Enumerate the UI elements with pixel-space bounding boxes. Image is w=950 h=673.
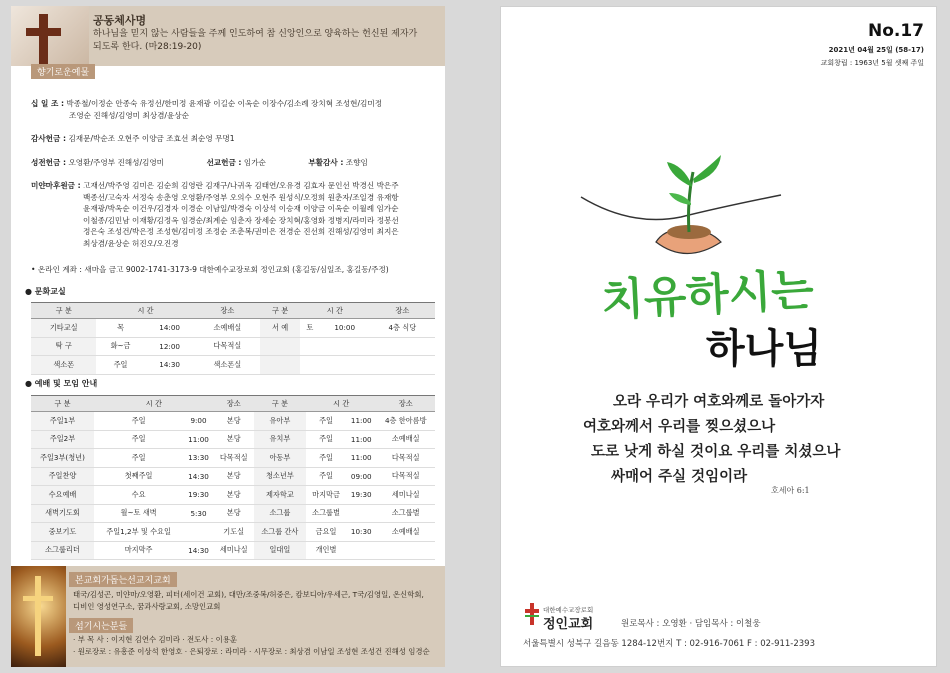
- table-cell: 첫째주일: [94, 467, 183, 486]
- table-cell: 개인별: [306, 541, 346, 560]
- table-cell: 14:30: [183, 541, 213, 560]
- pastors-info: 원로목사 : 오영환 · 담임목사 : 이철웅: [621, 619, 761, 629]
- table-cell: 수요예배: [31, 486, 94, 505]
- table-cell: 주일찬양: [31, 467, 94, 486]
- issue-date: 2021년 04월 25일 (58-17): [828, 46, 924, 54]
- column-header: 구 분: [254, 396, 306, 412]
- table-cell: 토: [300, 319, 320, 338]
- table-cell: 기도실: [214, 523, 254, 542]
- table-cell: 제자학교: [254, 486, 306, 505]
- table-cell: 주일: [306, 412, 346, 431]
- culture-heading: ● 문화교실: [25, 287, 66, 296]
- table-row: [31, 412, 435, 431]
- table-cell: 청소년부: [254, 467, 306, 486]
- table-cell: 중보기도: [31, 523, 94, 542]
- table-cell: 다목적실: [214, 449, 254, 468]
- table-cell: 주일: [306, 449, 346, 468]
- table-cell: [300, 337, 320, 356]
- table-cell: 본당: [214, 430, 254, 449]
- table-cell: 소그룹리더: [31, 541, 94, 560]
- table-cell: 다목적실: [376, 467, 435, 486]
- church-address: 서울특별시 성북구 길음동 1284-12번지 T : 02-916-7061 F : 02-911-2393: [523, 639, 815, 649]
- banner-text: 하나님을 믿지 않는 사람들을 주께 인도하여 참 신앙인으로 양육하는 헌신된 제자가 되도록 한다. (마28:19-20): [93, 29, 418, 52]
- table-cell: 14:00: [145, 319, 195, 338]
- offering-row: 감사헌금 : 김재문/박순조 오현주 이양금 조효선 최순영 무명1: [31, 134, 235, 143]
- offering-row: 백종선/고숙자 서정숙 송춘영 오영환/주영부 오의수 오현주 원성식/오정희 원춘자/조일경 유재항: [83, 192, 399, 202]
- verse-line: 여호와께서 우리를 찢으셨으나: [583, 418, 776, 435]
- table-cell: 새벽기도회: [31, 504, 94, 523]
- founding-date: 교회창립 : 1963년 5월 셋째 주일: [820, 59, 924, 67]
- table-cell: 다목적실: [195, 337, 260, 356]
- table-cell: [370, 337, 435, 356]
- table-cell: 본당: [214, 486, 254, 505]
- column-header: 장소: [195, 303, 260, 319]
- table-cell: 소예배실: [376, 430, 435, 449]
- worship-heading: ● 예배 및 모임 안내: [25, 379, 98, 388]
- cross-photo: [11, 6, 89, 66]
- table-cell: 세미나실: [214, 541, 254, 560]
- offering-row: 조영순 진해성/김영미 최상겸/윤상순: [69, 110, 189, 120]
- table-cell: 소예배실: [376, 523, 435, 542]
- table-cell: [260, 337, 300, 356]
- offering-row: 정은숙 조성건/박은정 조성현/김미정 조정순 조춘복/권미은 전경순 진선희 진해성/김영미 최지은: [83, 227, 399, 236]
- table-cell: 4층 식당: [370, 319, 435, 338]
- column-header: 구 분: [31, 303, 96, 319]
- table-cell: 14:30: [145, 356, 195, 375]
- table-cell: 10:00: [320, 319, 370, 338]
- column-header: 장소: [376, 396, 435, 412]
- table-cell: 주일1부: [31, 412, 94, 431]
- table-cell: 본당: [214, 504, 254, 523]
- table-cell: 11:00: [346, 449, 376, 468]
- table-row: [31, 449, 435, 468]
- staff-heading: 섬기시는분들: [69, 618, 133, 633]
- offering-section-tag: 향기로운예물: [31, 64, 95, 79]
- table-cell: [183, 523, 213, 542]
- column-header: 구 분: [31, 396, 94, 412]
- table-cell: 색소폰실: [195, 356, 260, 375]
- table-cell: [320, 337, 370, 356]
- offering-list: [31, 98, 435, 249]
- table-cell: [300, 356, 320, 375]
- table-header-row: [31, 303, 435, 319]
- table-cell: 소그룹: [254, 504, 306, 523]
- verse-line: 싸매어 주실 것임이라: [611, 468, 748, 485]
- online-account: • 온라인 계좌 : 새마을 금고 9002-1741-3173-9 대한예수교장로회 정인교회 (홍길동/심일조, 홍길동/주정): [31, 265, 389, 274]
- table-cell: 화~금: [96, 337, 144, 356]
- column-header: 시 간: [96, 303, 194, 319]
- table-cell: [260, 356, 300, 375]
- church-cross-logo: [525, 603, 539, 625]
- table-cell: 목: [96, 319, 144, 338]
- table-cell: 5:30: [183, 504, 213, 523]
- table-cell: 소그룹별: [306, 504, 346, 523]
- mission-banner: [11, 6, 445, 78]
- column-header: 시 간: [94, 396, 214, 412]
- table-row: [31, 356, 435, 375]
- column-header: 시 간: [306, 396, 376, 412]
- table-cell: 12:00: [145, 337, 195, 356]
- table-cell: 수요: [94, 486, 183, 505]
- offering-row: 이철종/김민남 이재황/김정옥 임경순/최계순 임춘자 장세순 장치혁/홍영화 정병지/라미라 정봉선: [83, 215, 399, 225]
- table-cell: 다목적실: [376, 449, 435, 468]
- table-cell: 주일3부(청년): [31, 449, 94, 468]
- offering-row: 성전헌금 : 오영환/주영부 진해성/김영미 선교헌금 : 임가순 부활감사 : 조향임: [31, 157, 368, 167]
- mission-support-banner: [11, 566, 445, 667]
- table-cell: 색소폰: [31, 356, 96, 375]
- offering-row: 윤재광/박옥순 이건우/김경자 이경순 이남일/박경숙 이상석 이승재 이양금 이옥순 이월례 임가순: [83, 204, 399, 213]
- table-row: [31, 319, 435, 338]
- banner-title: 공동체사명: [93, 14, 147, 27]
- cross-light-photo: [11, 566, 66, 667]
- table-cell: 본당: [214, 467, 254, 486]
- table-cell: [346, 541, 376, 560]
- church-name: 정인교회: [543, 617, 594, 632]
- table-row: [31, 337, 435, 356]
- table-cell: [320, 356, 370, 375]
- table-cell: 본당: [214, 412, 254, 431]
- column-header: 장소: [214, 396, 254, 412]
- bulletin-back-page: [11, 6, 445, 667]
- table-row: [31, 430, 435, 449]
- table-cell: [346, 504, 376, 523]
- table-cell: 주일: [96, 356, 144, 375]
- denomination: 대한예수교장로회: [543, 606, 594, 614]
- table-cell: 09:00: [346, 467, 376, 486]
- issue-number: No.17: [867, 21, 924, 41]
- verse-line: 오라 우리가 여호와께로 돌아가자: [613, 393, 825, 410]
- table-cell: 소그룹 간사: [254, 523, 306, 542]
- table-cell: 14:30: [183, 467, 213, 486]
- mission-line: 태국/김성곤, 미얀마/오영환, 피터(세이건 교회), 대만/조중복/허중은, 캄보디아/우세근, T국/김영일, 온신학회,: [73, 590, 424, 599]
- table-cell: 기타교실: [31, 319, 96, 338]
- column-header: 구 분: [260, 303, 300, 319]
- table-cell: 마지막주: [94, 541, 183, 560]
- calligraphy-title-line1: 치유하시는: [600, 264, 815, 327]
- table-cell: 유아부: [254, 412, 306, 431]
- table-row: [31, 541, 435, 560]
- table-row: [31, 504, 435, 523]
- table-row: [31, 486, 435, 505]
- sprout-hands-illustration: [571, 147, 801, 267]
- offering-row: 미얀마후원금 : 고재선/박주영 김미은 김순희 김영란 김재구/나귀옥 김태연/오유경 김효자 문인선 박경신 박은주: [31, 181, 399, 190]
- table-cell: 주일: [94, 412, 183, 431]
- table-cell: 11:00: [183, 430, 213, 449]
- table-cell: 소예배실: [195, 319, 260, 338]
- mission-line: 디비인 영성연구소, 꿈과사랑교회, 소망인교회: [73, 602, 221, 611]
- culture-class-table: [31, 302, 435, 375]
- table-cell: 탁 구: [31, 337, 96, 356]
- table-cell: 13:30: [183, 449, 213, 468]
- table-cell: 마지막금: [306, 486, 346, 505]
- table-cell: 주일: [306, 467, 346, 486]
- table-header-row: [31, 396, 435, 412]
- table-cell: 소그룹별: [376, 504, 435, 523]
- verse-line: 도로 낫게 하실 것이요 우리를 치셨으나: [591, 443, 841, 460]
- table-cell: 11:00: [346, 430, 376, 449]
- table-cell: 9:00: [183, 412, 213, 431]
- column-header: 시 간: [300, 303, 370, 319]
- verse-reference: 호세아 6:1: [771, 486, 810, 495]
- table-row: [31, 523, 435, 542]
- table-cell: 19:30: [183, 486, 213, 505]
- table-cell: 주일: [306, 430, 346, 449]
- staff-line: · 부 목 사 : 이지현 김연수 김미라 · 전도사 : 이용훈: [73, 635, 238, 644]
- offering-row: 십 일 조 : 박종철/이정순 안종숙 유정선/한미정 윤재광 이길순 이옥순 이장수/김소례 장치혁 조성현/김미정: [31, 99, 383, 108]
- table-cell: 4층 한아름방: [376, 412, 435, 431]
- table-cell: 19:30: [346, 486, 376, 505]
- bulletin-cover-page: [500, 6, 937, 667]
- table-cell: 10:30: [346, 523, 376, 542]
- table-cell: 세미나실: [376, 486, 435, 505]
- mission-heading: 본교회가돕는선교지교회: [69, 572, 177, 587]
- calligraphy-title-line2: 하나님: [706, 325, 822, 372]
- offering-row: 최상겸/윤상순 허진오/오진경: [83, 238, 179, 248]
- table-cell: 아동부: [254, 449, 306, 468]
- table-cell: 서 예: [260, 319, 300, 338]
- table-cell: 일대일: [254, 541, 306, 560]
- staff-line: · 원로장로 : 유흥준 이상석 한영호 · 은퇴장로 : 라미라 · 시무장로 : 최상겸 이남일 조성현 조성건 진해성 임경순: [73, 647, 430, 656]
- table-cell: 주일2부: [31, 430, 94, 449]
- worship-schedule-table: [31, 395, 435, 560]
- table-row: [31, 467, 435, 486]
- table-cell: 주일1,2부 및 수요일: [94, 523, 183, 542]
- table-cell: [370, 356, 435, 375]
- table-cell: 월~토 새벽: [94, 504, 183, 523]
- column-header: 장소: [370, 303, 435, 319]
- table-cell: 주일: [94, 449, 183, 468]
- table-cell: 주일: [94, 430, 183, 449]
- table-cell: 금요일: [306, 523, 346, 542]
- table-cell: 11:00: [346, 412, 376, 431]
- table-cell: 유치부: [254, 430, 306, 449]
- table-cell: [376, 541, 435, 560]
